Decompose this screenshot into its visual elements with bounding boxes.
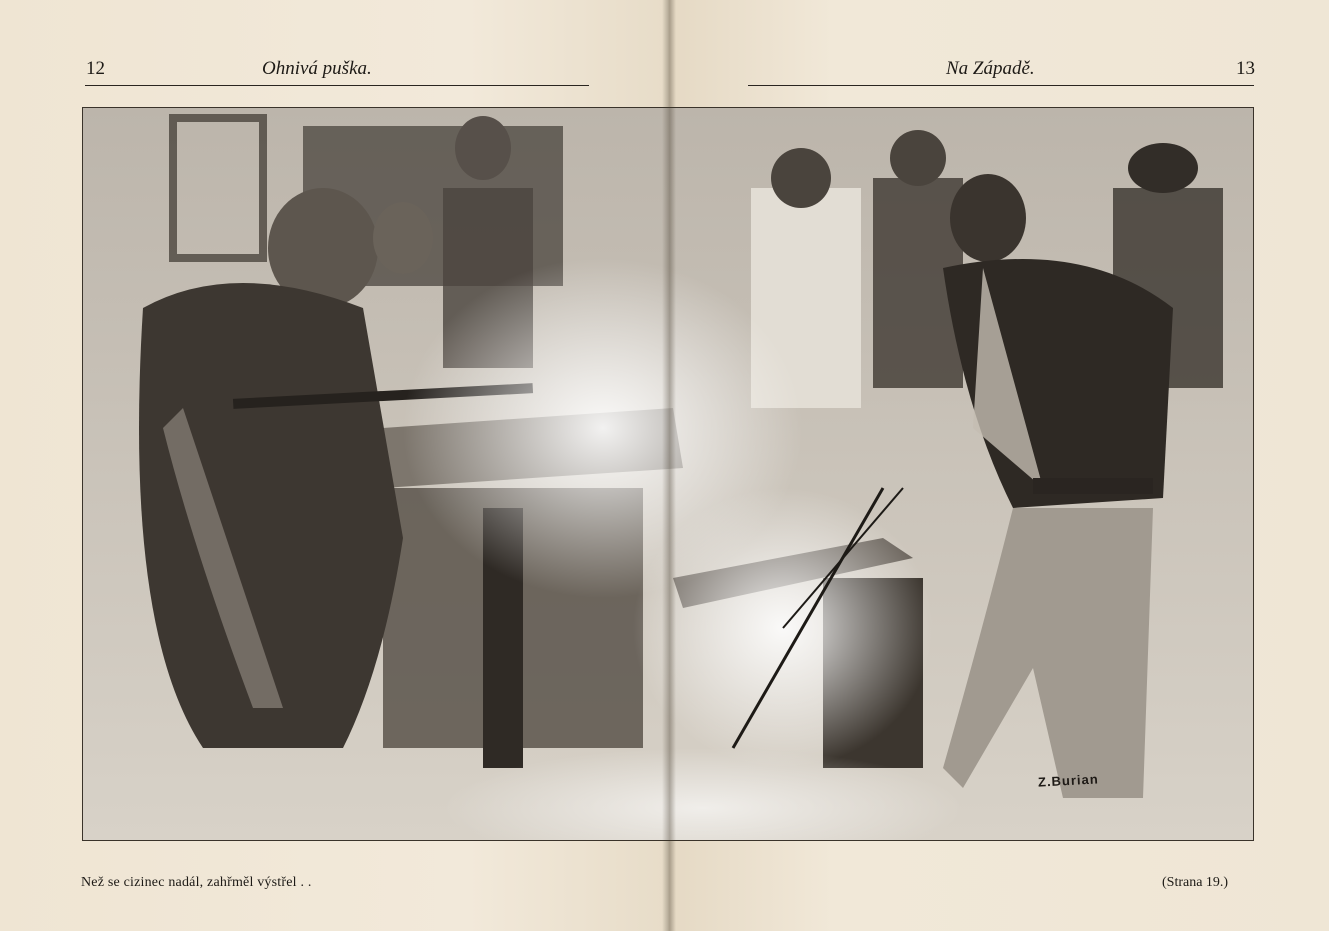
book-gutter — [662, 0, 676, 931]
right-header-rule — [748, 85, 1254, 86]
right-running-title: Na Západě. — [946, 58, 1035, 79]
left-running-title: Ohnivá puška. — [262, 58, 372, 79]
caption-page-reference: (Strana 19.) — [1162, 875, 1229, 890]
illustration-signature: Z.Burian — [1037, 771, 1100, 790]
left-header-rule — [85, 85, 589, 86]
left-page-number: 12 — [86, 58, 105, 79]
right-page-number: 13 — [1236, 58, 1255, 79]
illustration-caption: Než se cizinec nadál, zahřměl výstřel . . — [81, 875, 312, 890]
